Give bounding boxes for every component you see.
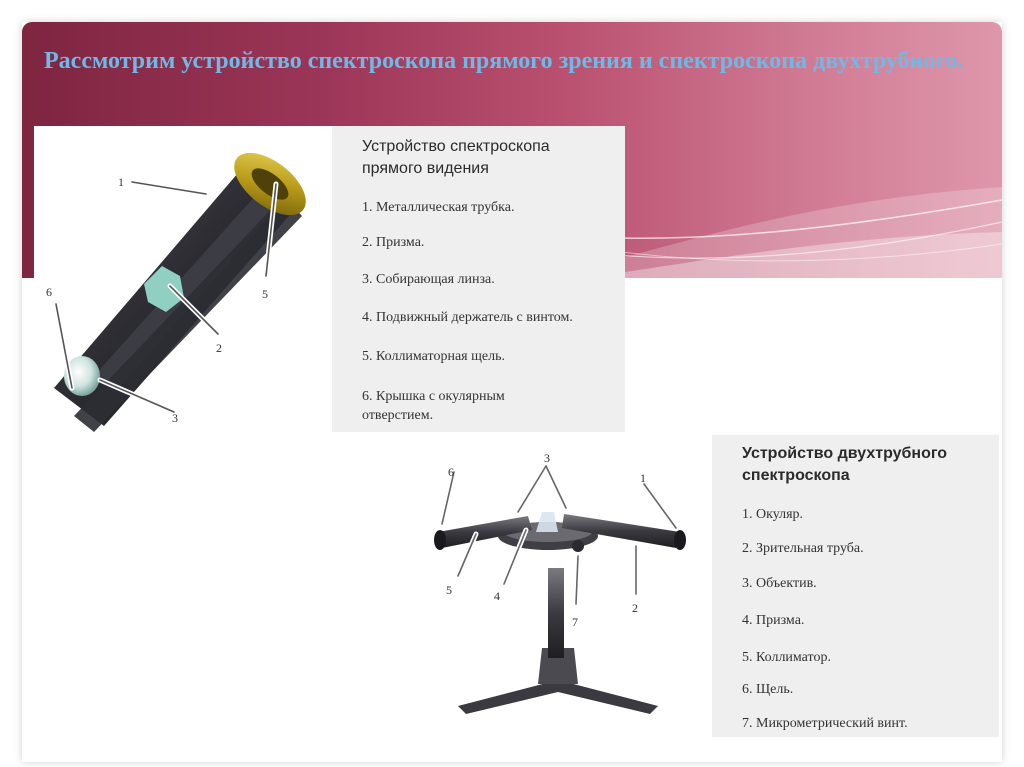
callout-label: 2 [216,341,222,355]
callout-label: 3 [544,451,550,465]
two-tube-description-panel [712,435,999,737]
callout-label: 1 [118,175,124,189]
callout-label: 1 [640,471,646,485]
spec-item: 3. Собирающая линза. [362,272,495,287]
spec-item: 5. Коллиматорная щель. [362,349,505,364]
spec-item: 6. Щель. [742,682,794,697]
spec-item: 2. Призма. [362,235,425,250]
two-tube-spectroscope-figure [418,448,710,728]
two-tube-heading: Устройство двухтрубного спектроскопа [742,445,948,484]
callout-label: 6 [448,465,454,479]
spec-item: 2. Зрительная труба. [742,541,864,556]
callout-label: 5 [446,583,452,597]
slide-title: Рассмотрим устройство спектроскопа прямого зрения и спектроскопа двухтрубного. [44,48,964,74]
spec-item: 4. Призма. [742,613,805,628]
callout-label: 3 [172,411,178,425]
direct-vision-spectroscope-figure [34,126,332,432]
callout-label: 7 [572,615,578,629]
spec-item: 5. Коллиматор. [742,650,831,665]
spec-item: 1. Окуляр. [742,507,804,522]
callout-label: 4 [494,589,500,603]
spec-item: 6. Крышка с окулярным отверстием. [362,389,505,423]
spec-item: 7. Микрометрический винт. [742,716,908,731]
spec-item: 4. Подвижный держатель с винтом. [362,310,573,325]
callout-label: 2 [632,601,638,615]
direct-vision-heading: Устройство спектроскопа прямого видения [362,138,550,177]
direct-vision-description-panel [332,126,625,432]
callout-label: 5 [262,287,268,301]
spec-item: 1. Металлическая трубка. [362,200,515,215]
callout-label: 6 [46,285,52,299]
spec-item: 3. Объектив. [742,576,817,591]
direct-vision-spectroscope-drawing [34,126,332,432]
two-tube-spectroscope-drawing [418,448,710,728]
